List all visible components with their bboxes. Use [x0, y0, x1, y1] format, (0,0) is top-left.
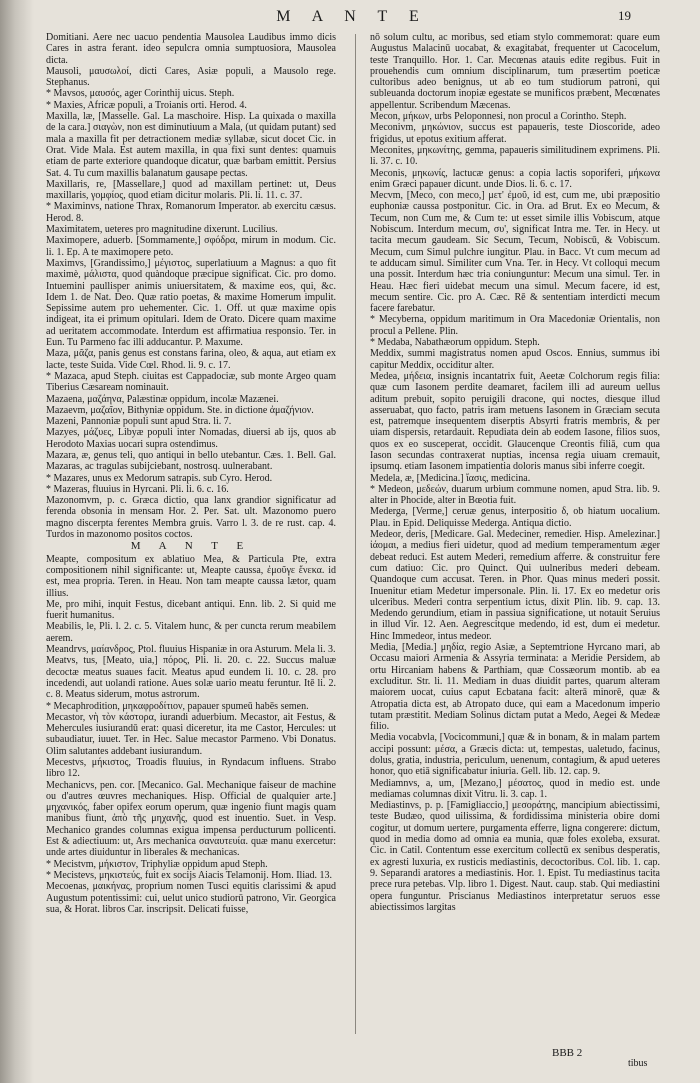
dictionary-entry: * Mazares, unus ex Medorum satrapis. sub Cyro. Herod. — [46, 472, 273, 484]
printer-signature: BBB 2 — [552, 1047, 583, 1059]
section-head: M A N T E — [130, 540, 252, 553]
dictionary-entry: * Mavsos, μαυσός, ager Corinthij uicus. Steph. — [46, 88, 235, 100]
dictionary-entry: Meatvs, tus, [Meato, uia,] πόρος, Pli. li. 20. c. 22. Succus maluæ decoctæ meatus suaues facit. Meatus apud eundem li. 10. c. 28. pro incedendi, aut uolandi ratione. Aues solæ uario meatu feruntur. Itē li. 2. c. 8. Meatus siderum, motus astrorum. — [46, 655, 336, 701]
dictionary-entry: * Mazeras, fluuius in Hyrcani. Pli. li. 6. c. 16. — [46, 483, 229, 495]
dictionary-entry: * Mecistvm, μήκιστον, Triphyliæ oppidum apud Steph. — [46, 858, 268, 870]
dictionary-entry: Domitiani. Aere nec uacuo pendentia Mausolea Laudibus immo dicis Cares in astra ferant. ideo sepulcra omnia sumptuosiora, Mausolea dicta. — [46, 32, 336, 66]
dictionary-entry: * Mecyberna, oppidum maritimum in Ora Macedoniæ Orientalis, non procul a Pellene. Plin. — [370, 314, 660, 337]
dictionary-entry: * Mazaca, apud Steph. ciuitas est Cappadociæ, sub monte Argeo quam Tiberius Cæsaream nominauit. — [46, 370, 336, 394]
dictionary-entry: * Maxies, Africæ populi, a Troianis orti. Herod. 4. — [46, 99, 247, 111]
dictionary-entry: * Maximinvs, natione Thrax, Romanorum Imperator. ab exercitu cæsus. Herod. 8. — [46, 201, 336, 224]
left-column — [46, 32, 336, 915]
dictionary-entry: * Medeon, μεδεών, duarum urbium commune nomen, apud Stra. lib. 9. alter in Phocide, alter in Bœotia fuit. — [370, 483, 660, 507]
dictionary-entry: Medea, μήδεια, insignis incantatrix fuit, Aeetæ Colchorum regis filia: quæ cum Iasonem perdite deamaret, facilem illi ad aureum uellus aditum prebuit, sopito peruigili dracone, qui noctes, diesque illud asseruabat, quo facto, patris iram metuens Iasonem in Græciam secuta est, patremque insequentem diserptis Absyrti fratris membris, & per uiam dispersis, retardauit. Repudiata dein ab eodem Iasone, filios suos, quos ex eo susceperat, occidit. Glaucenque Creontis filiā, cum qua Iason secundas contraxerat nuptias, incensa regia uiuam cremauit, ipsumq. etiam Iasonem impatientia doloris manus sibi inferre coegit. — [370, 370, 660, 473]
dictionary-entry: Mausoli, μαυσωλοί, dicti Cares, Asiæ populi, a Mausolo rege. Stephanus. — [46, 65, 336, 89]
dictionary-entry: Mederga, [Verme,] ceruæ genus, interpositio δ, ob hiatum uocalium. Plau. in Epid. Deliquisse Mederga. Antiqua dictio. — [370, 506, 660, 529]
dictionary-entry: Maxillaris, re, [Massellare,] quod ad maxillam pertinet: ut, Deus maxillaris, γομφίος, quod etiam dicitur molaris. Pli. li. 11. c. 37. — [46, 178, 336, 202]
dictionary-entry: Maximopere, aduerb. [Sommamente,] σφόδρα, mirum in modum. Cic. li. 1. Ep. A te maximopere peto. — [46, 235, 336, 258]
dictionary-entry: Medeor, deris, [Medicare. Gal. Medeciner, remedier. Hisp. Amelezinar.] ἰάομαι, a medius fieri uidetur, quod ad medium temperamentum æger debeat reduci. Est autem Mederi, remedium afferre. & construitur fere cum datiuo: Cic. pro Quinct. Qui uulneribus mederi debeam. Quandoque cum accusat. Teren. in Phor. Quas minus mederi possit. Inuenitur etiam Medetur impersonale. Plin. li. 17. Ex eo medetur oris ulceribus. Mederi contra serpentium ictus, dixit Plin. lib. 9. cap. 13. Medendo gerundium, etiam in passiua significatione, ut notauit Seruius in illud Vir. 12. Aen. Aegrescitque medendo, id est, dum ei medetur. Hinc Immedeor, intus medeor. — [370, 529, 660, 642]
dictionary-entry: Maximvs, [Grandissimo,] μέγιστος, superlatiuum a Magnus: a quo fit maximè, μάλιστα, quod quàndoque præcipue significat. Cic. pro domo. Intuemini paullisper animis uniuersitatem, & maxime eos, qui, &c. Idem 1. de Nat. Deo. Quæ ratio poetas, & maxime Homerum impulit. Sepissime autem pro uehementer. Cic. 1. Off. ut quæ maxime opis indigeat, ita ei primum opitulari. Idem de Orato. Dicere quam maxime ad ueritatem accommodate. Interdum est affirmatiua responsio. Ter. in Eun. Tu Parmeno fac illi adducantur. P. Maxume. — [46, 257, 336, 349]
gutter-shadow — [0, 0, 34, 1083]
running-head — [0, 8, 700, 28]
dictionary-entry: Mazara, æ, genus teli, quo antiqui in bello utebantur. Cæs. 1. Bell. Gal. Mazaras, ac tragulas subijciebant, nostrosq. uulnerabant. — [46, 449, 336, 473]
dictionary-entry: Maxilla, læ, [Masselle. Gal. La maschoire. Hisp. La quixada o maxilla de la cara.] σιαγὼν, non est diminutiuum a Mala, (ut quidam putant) sed mala a maxilla fit per detractionem mediæ syllabæ, sicut docet Cic. in Orat. Vide Mala. Est autem maxilla, in qua fixi sunt dentes: quamuis etiam de parte exteriore quandoque dicatur, quæ barbam emittit. Persius Sat. 4. Tu cum maxillis balanatum gausape pectas. — [46, 111, 336, 179]
dictionary-entry: Medela, æ, [Medicina.] ἴασις, medicina. — [370, 472, 531, 484]
column-divider — [355, 34, 356, 1034]
dictionary-entry: Media vocabvla, [Vocicommuni,] quæ & in bonam, & in malam partem accipi possunt: μέσα, a Græcis dicta: ut, tempestas, ualetudo, facinus, dolus, gratia, industria, periculum, uenenum, contagium, & apud ueteres honor, quo etiā significabatur iniuria. Gell. lib. 12. cap. 9. — [370, 732, 660, 778]
dictionary-entry: Meconis, μηκωνίς, lactucæ genus: a copia lactis soporiferi, μήκωνα enim Græci papauer dicunt. unde Dios. li. 6. c. 17. — [370, 167, 660, 190]
dictionary-entry: Mecastor, νὴ τὸν κάστορα, iurandi aduerbium. Mecastor, ait Festus, & Mehercules iusiurandū erat: quasi diceretur, ita me Castor, Hercules: ut subaudiatur, iuuet. Ter. in Hec. Salue mecastor Parmeno. Vbi Donatus. Olim salutantes addebant iusiurandum. — [46, 711, 336, 757]
dictionary-entry: Mecvm, [Meco, con meco,] μετ' ἐμοῦ, id est, cum me, ubi præpositio euphoniæ caussa postponitur. Cic. in Ora. ad Brut. Ex eo Mecum, & Tecum, non Cum me, & Cum te: ut esset simile illis Vobiscum, atque Nobiscum. Interdum mecum, συ', significat Intra me. Ter. in Hecy. ut tacita mecum gaudeam. Sic Secum, Tecum, Nobiscū, & Vobiscum. Mecum, cum Simul pulchre iungitur. Plau. in Bacc. Vt cum mecum ad te adducam simul. Similiter cum Vna. Ter. in Hecy. Vt colloqui mecum una possit. Interdum hæc tria coniunguntur: Mecum una simul. Ter. in Heau. Hæc fieri uidebat mecum una simul. Mecum facere, id est, mecum sentire. Cic. pro A. Cæc. Rē & sententiam interdicti mecum facere farebatur. — [370, 190, 660, 315]
dictionary-entry: Mazeni, Pannoniæ populi sunt apud Stra. li. 7. — [46, 416, 232, 428]
dictionary-entry: Meabilis, le, Pli. l. 2. c. 5. Vitalem hunc, & per cuncta rerum meabilem aerem. — [46, 621, 336, 644]
dictionary-entry: Mazaevm, μαζαῖον, Bithyniæ oppidum. Ste. in dictione ἀμαζήνιον. — [46, 404, 314, 416]
dictionary-entry: Mecoenas, μαικήνας, proprium nomen Tusci equitis clarissimi & apud Augustum potentissimi: cui, uelut unico studiorū patrono, Vir. Georgica sua, & Horat. libros Car. inscripsit. Delicati fuisse, — [46, 881, 336, 915]
dictionary-entry: Mediamnvs, a, um, [Mezano,] μέσατος, quod in medio est. unde mediamas columnas dixit Vitru. li. 3. cap. 1. — [370, 777, 660, 800]
dictionary-entry: Mechanicvs, pen. cor. [Mecanico. Gal. Mechanique faiseur de machine ou d'autres œuvres mechaniques. Hisp. Official de qualquier arte.] μηχανικός, faber opifex eorum operum, quæ ingenio fiunt magis quam manibus fiunt, ἀπὸ τῆς μηχανῆς, quod est inuentio. Suet. in Vesp. Mechanico grandes columnas exigua impensa perducturum pollicenti. Est & adiectiuum: ut, Ars mechanica σαναυτευία. quæ manu exercetur: unde artes diuiduntur in liberales & mechanicas. — [46, 779, 336, 859]
dictionary-entry: * Mecaphrodition, μηκαφροδίτιον, papauer spumeū habēs semen. — [46, 700, 309, 712]
catchword: tibus — [628, 1058, 648, 1069]
running-head-title: M A N T E — [276, 8, 428, 25]
dictionary-entry: nō solum cultu, ac moribus, sed etiam stylo commemorat: quare eum Augustus Malacinū uocabat, & exagitabat, frequenter ut Cacocelum, teste Tranquillo. Hor. 1. Car. Mecœnas atauis edite regibus. Fuit in prouehendis cum omnium disciplinarum, tum præsertim poeticæ cultoribus adeo benignus, ut ab eo tum studiorum patroni, qui subleuanda doctorum inopiæ egestate se munificos præbent, Mecœnates appellentur. Scribendum Mæcenas. — [370, 32, 660, 111]
dictionary-entry: Meconivm, μηκώνιον, succus est papaueris, teste Dioscoride, adeo frigidus, ut epotus exitium afferat. — [370, 122, 660, 145]
dictionary-entry: * Mecistevs, μηκιστεύς, fuit ex socijs Aiacis Telamonij. Hom. Iliad. 13. — [46, 869, 333, 881]
right-column — [370, 32, 660, 913]
dictionary-entry: Mecon, μήκων, urbs Peloponnesi, non procul a Corintho. Steph. — [370, 111, 627, 123]
dictionary-entry: * Medaba, Nabathæorum oppidum. Steph. — [370, 337, 540, 349]
dictionary-entry: Meapte, compositum ex ablatiuo Mea, & Particula Pte, extra compositionem nihil significante: ut, Meapte caussa, ἐμοῦγε ἕνεκα. id est, mea propria. Teren. in Heau. Non tam meapte caussa lætor, quam illius. — [46, 553, 336, 599]
folio-number: 19 — [618, 8, 631, 23]
dictionary-entry: Mecestvs, μήκιστος, Troadis fluuius, in Ryndacum influens. Strabo libro 12. — [46, 757, 336, 780]
dictionary-entry: Me, pro mihi, inquit Festus, dicebant antiqui. Enn. lib. 2. Si quid me fuerit humanitus. — [46, 598, 336, 622]
dictionary-entry: Meandrvs, μαίανδρος, Ptol. fluuius Hispaniæ in ora Asturum. Mela li. 3. — [46, 644, 336, 656]
dictionary-entry: Mazonomvm, p. c. Græca dictio, qua lanx grandior significatur ad ferenda obsonia in mensam Hor. 2. Per. Sat. ult. Mazonomo puero magno discerpta ferentes Membra gruis. Varro l. 3. de re rust. cap. 4. Turdos in mazonomo positos coctos. — [46, 495, 336, 541]
dictionary-entry: Mazyes, μάζυες, Libyæ populi inter Nomadas, diuersi ab ijs, quos ab Herodoto Maxias uocari supra ostendimus. — [46, 427, 336, 450]
dictionary-entry: Media, [Media.] μηδία, regio Asiæ, a Septemtrione Hyrcano mari, ab Occasu maiori Armenia & Assyria terminata: a Meridie Persidem, ab ortu Hircaniam habens & Parthiam, quæ Cossæorum montib. ab ea excluditur. Str. li. 11. Mediam in duas diuidit partes, quarum alteram maiorem uocat, cuius caput Ecbatana facit: alterā minorē, quæ & Atropatia dicta est, ab Atropato duce, qui eam a Macedonum imperio tutam præstitit. Mediam Solinus dictam putat a Medo, Aegei & Medeæ filio. — [370, 642, 660, 733]
dictionary-entry: Mazaena, μαζάηνα, Palæstinæ oppidum, incolæ Mazænei. — [46, 393, 279, 405]
dictionary-entry: Maximitatem, ueteres pro magnitudine dixerunt. Lucilius. — [46, 224, 278, 236]
dictionary-entry: Mediastinvs, p. p. [Famigliaccio,] μεσοράτης, mancipium abiectissimi, teste Budæo, quod uilissima, & fordidissima ministeria obire domi cogitur, ut domum uertere, purgamenta efferre, ligna congerere: dictum, quod in media domo ad omnia ea munia, quæ foles exoleba, exsurat. Cic. in Catil. Contentum esse exercitum collectū ex senibus desperatis, ex agresti luxuria, ex rusticis mediastinis, decoctoribus. Col. lib. 1. cap. 9. Separandi aratores a mediastinis. Hor. 1. Epist. Tu mediastinus tacita prece rura petebas. Vlp. libro 1. Digest. Naut. caup. stab. Qui mediastini opera funguntur. Priscianus Mediastinos interpretatur seruos esse abiectissimos largitas — [370, 800, 660, 913]
dictionary-entry: Maza, μᾶζα, panis genus est constans farina, oleo, & aqua, aut etiam ex lacte, teste Suida. Vide Cœl. Rhod. li. 9. c. 17. — [46, 348, 336, 371]
dictionary-entry: Meconites, μηκωνίτης, gemma, papaueris similitudinem exprimens. Pli. li. 37. c. 10. — [370, 144, 660, 168]
dictionary-entry: Meddix, summi magistratus nomen apud Oscos. Ennius, summus ibi capitur Meddix, occiditur alter. — [370, 348, 660, 371]
